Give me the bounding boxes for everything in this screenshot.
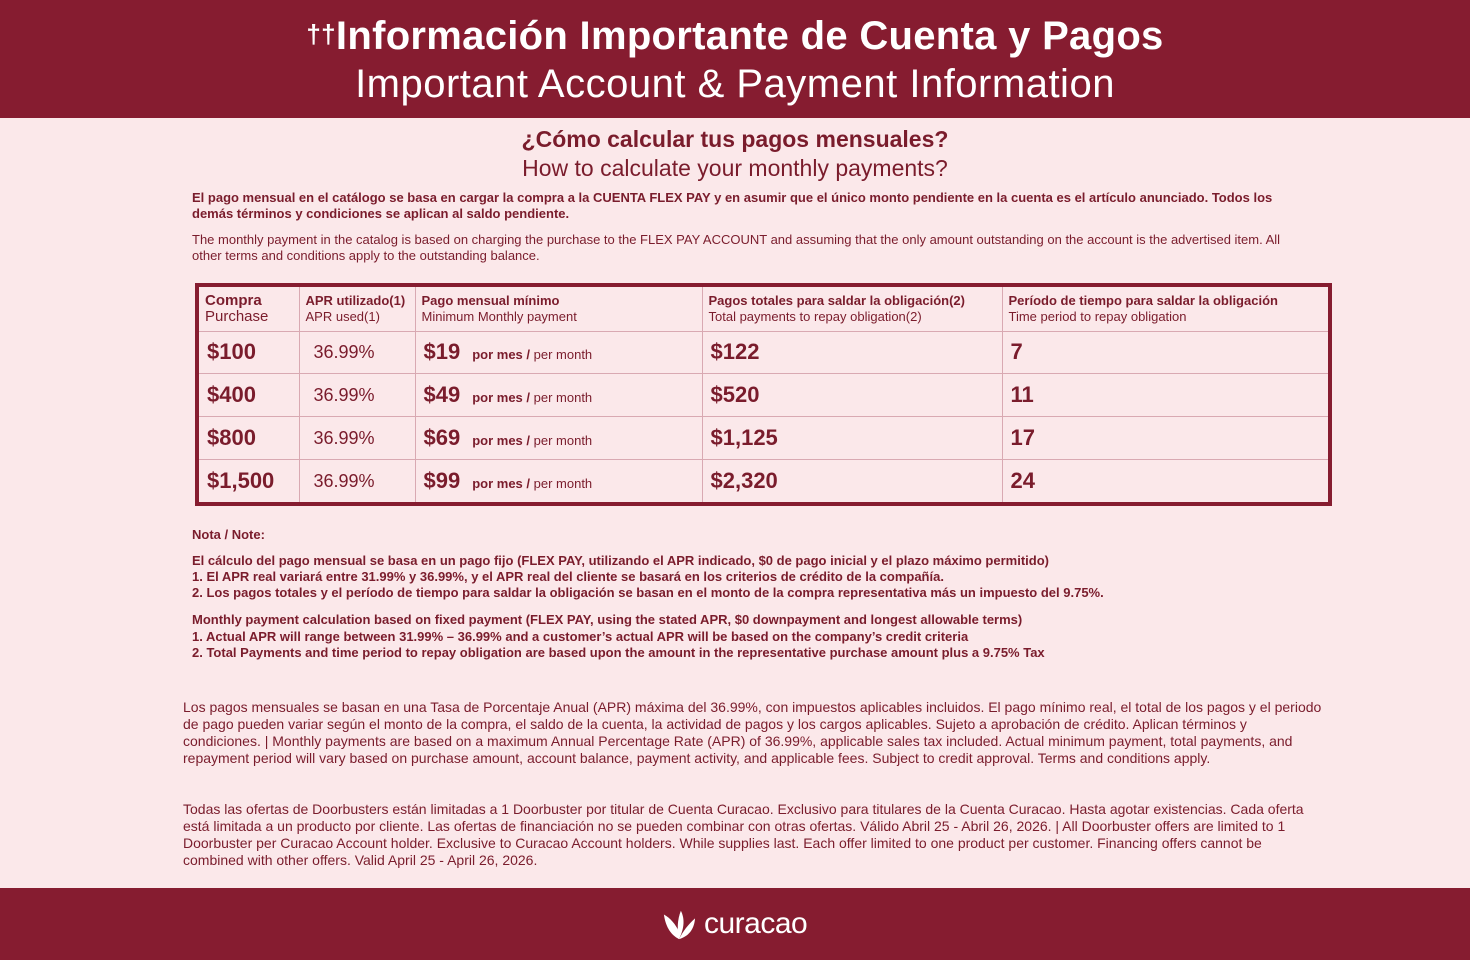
cell-total: $1,125 bbox=[702, 417, 1002, 460]
cell-apr: 36.99% bbox=[299, 460, 415, 502]
note-line: 1. Actual APR will range between 31.99% – 36.99% and a customer’s actual APR will be based on the company’s credit criteria bbox=[192, 628, 969, 644]
notes-english bbox=[192, 612, 1312, 662]
cell-period: 11 bbox=[1002, 374, 1328, 417]
cell-monthly: $49 por mes / per month bbox=[415, 374, 702, 417]
cell-apr: 36.99% bbox=[299, 374, 415, 417]
cell-purchase: $1,500 bbox=[199, 460, 299, 502]
cell-monthly: $69 por mes / per month bbox=[415, 417, 702, 460]
note-line: Monthly payment calculation based on fixed payment (FLEX PAY, using the stated APR, $0 downpayment and longest allowable terms) bbox=[192, 612, 1023, 627]
curacao-logo bbox=[660, 906, 807, 942]
cell-purchase: $100 bbox=[199, 331, 299, 374]
table-header-row bbox=[199, 287, 1328, 331]
subheading-spanish: ¿Cómo calcular tus pagos mensuales? bbox=[521, 126, 949, 152]
intro-english: The monthly payment in the catalog is based on charging the purchase to the FLEX PAY ACCOUNT and assuming that the only amount outstanding on the account is the advertised item. All other terms and conditions apply to the outstanding balance. bbox=[192, 232, 1281, 263]
cell-total: $122 bbox=[702, 331, 1002, 374]
cell-total: $520 bbox=[702, 374, 1002, 417]
column-header-apr: APR utilizado(1) APR used(1) bbox=[299, 287, 415, 331]
table-row bbox=[199, 460, 1328, 502]
cell-total: $2,320 bbox=[702, 460, 1002, 502]
cell-purchase: $400 bbox=[199, 374, 299, 417]
table-row bbox=[199, 417, 1328, 460]
title-spanish-text: Información Importante de Cuenta y Pagos bbox=[335, 14, 1164, 58]
notes-title: Nota / Note: bbox=[192, 527, 265, 542]
logo-text: curacao bbox=[704, 907, 808, 940]
intro-spanish: El pago mensual en el catálogo se basa en cargar la compra a la CUENTA FLEX PAY y en asumir que el único monto pendiente en la cuenta es el artículo anunciado. Todos los demás términos y condiciones se aplican al saldo pendiente. bbox=[192, 190, 1273, 221]
cell-purchase: $800 bbox=[199, 417, 299, 460]
page-header bbox=[0, 0, 1470, 118]
cell-monthly: $99 por mes / per month bbox=[415, 460, 702, 502]
column-header-monthly: Pago mensual mínimo Minimum Monthly payment bbox=[415, 287, 702, 331]
payment-table bbox=[195, 283, 1332, 506]
disclaimer-doorbuster: Todas las ofertas de Doorbusters están limitadas a 1 Doorbuster por titular de Cuenta Curacao. Exclusivo para titulares de la Cuenta Curacao. Hasta agotar existencias. Cada oferta está limitada a un producto por cliente. Las ofertas de financiación no se pueden combinar con otras ofertas. Válido Abril 25 - Abril 26, 2026. | All Doorbuster offers are limited to 1 Doorbuster per Curacao Account holder. Exclusive to Curacao Account holders. While supplies last. Each offer limited to one product per customer. Financing offers cannot be combined with other offers. Valid April 25 - April 26, 2026. bbox=[183, 801, 1304, 868]
note-line: El cálculo del pago mensual se basa en un pago fijo (FLEX PAY, utilizando el APR indicado, $0 de pago inicial y el plazo máximo permitido) bbox=[192, 553, 1049, 568]
note-line: 2. Total Payments and time period to repay obligation are based upon the amount in the representative purchase amount plus a 9.75% Tax bbox=[192, 645, 1045, 660]
title-english: Important Account & Payment Information bbox=[355, 62, 1115, 106]
cell-apr: 36.99% bbox=[299, 417, 415, 460]
notes-spanish bbox=[192, 553, 1312, 601]
note-line: 2. Los pagos totales y el período de tiempo para saldar la obligación se basan en el monto de la compra representativa más un impuesto del 9.75%. bbox=[192, 585, 1104, 600]
cell-monthly: $19 por mes / per month bbox=[415, 331, 702, 374]
column-header-total: Pagos totales para saldar la obligación(2) Total payments to repay obligation(2) bbox=[702, 287, 1002, 331]
cell-apr: 36.99% bbox=[299, 331, 415, 374]
curacao-leaf-icon bbox=[660, 907, 698, 941]
title-spanish bbox=[0, 14, 1470, 59]
cell-period: 17 bbox=[1002, 417, 1328, 460]
note-line: 1. El APR real variará entre 31.99% y 36.99%, y el APR real del cliente se basará en los criterios de crédito de la compañía. bbox=[192, 569, 944, 584]
table-row bbox=[199, 374, 1328, 417]
column-header-period: Período de tiempo para saldar la obligación Time period to repay obligation bbox=[1002, 287, 1328, 331]
title-mark: †† bbox=[306, 19, 336, 49]
cell-period: 24 bbox=[1002, 460, 1328, 502]
column-header-purchase: Compra Purchase bbox=[205, 291, 269, 325]
subheading-english: How to calculate your monthly payments? bbox=[522, 155, 948, 181]
cell-period: 7 bbox=[1002, 331, 1328, 374]
table-row bbox=[199, 331, 1328, 374]
disclaimer-apr: Los pagos mensuales se basan en una Tasa de Porcentaje Anual (APR) máxima del 36.99%, con impuestos aplicables incluidos. El pago mínimo real, el total de los pagos y el periodo de pago pueden variar según el monto de la compra, el saldo de la cuenta, la actividad de pagos y los cargos aplicables. Sujeto a aprobación de crédito. Aplican términos y condiciones. | Monthly payments are based on a maximum Annual Percentage Rate (APR) of 36.99%, applicable sales tax included. Actual minimum payment, total payments, and repayment period will vary based on purchase amount, account balance, payment activity, and applicable fees. Subject to credit approval. Terms and conditions apply. bbox=[183, 699, 1322, 766]
